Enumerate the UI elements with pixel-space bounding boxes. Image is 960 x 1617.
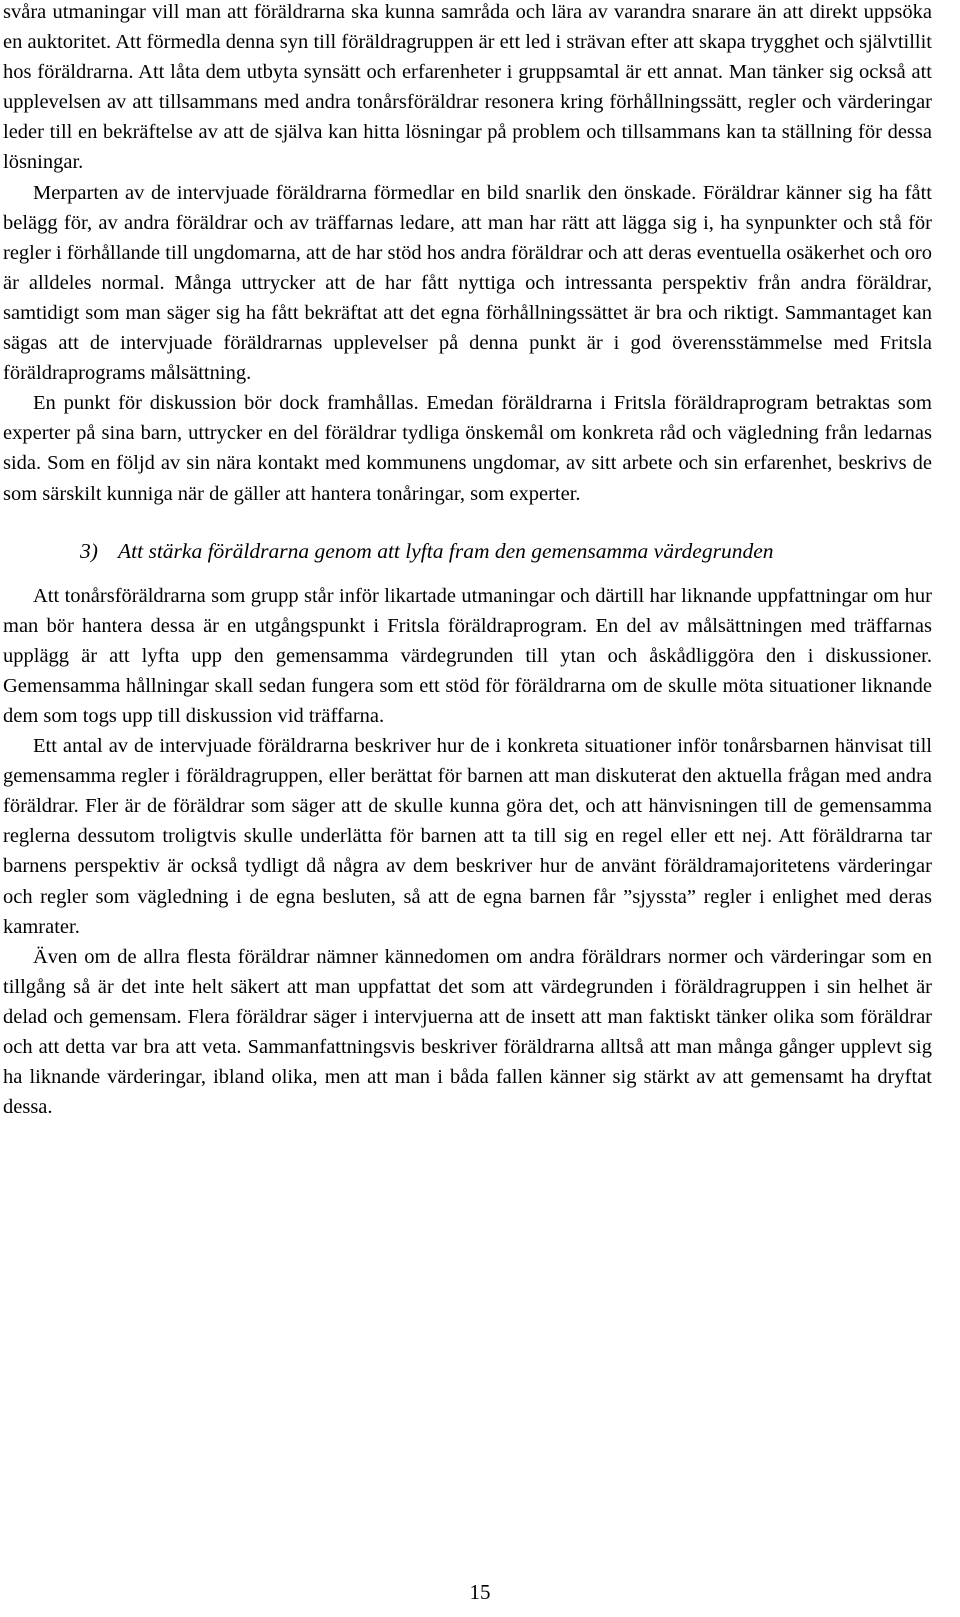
body-paragraph: Att tonårsföräldrarna som grupp står inför likartade utmaningar och därtill har liknande uppfattningar om hur man bör hantera dessa är en utgångspunkt i Fritsla föräldraprogram. En del av målsättningen med träffarnas upplägg är att lyfta upp den gemensamma värdegrunden till ytan och åskådliggöra den i diskussioner. Gemensamma hållningar skall sedan fungera som ett stöd för föräldrarna om de skulle möta situationer liknande dem som togs upp till diskussion vid träffarna. xyxy=(3,584,932,727)
body-paragraph: Även om de allra flesta föräldrar nämner kännedomen om andra föräldrars normer och värderingar som en tillgång så är det inte helt säkert att man uppfattat det som att värdegrunden i föräldragruppen i sin helhet är delad och gemensam. Flera föräldrar säger i intervjuerna att de insett att man faktiskt tänker olika som föräldrar och att detta var bra att veta. Sammanfattningsvis beskriver föräldrarna alltså att man många gånger upplevt sig ha liknande värderingar, ibland olika, men att man i båda fallen känner sig stärkt av att gemensamt ha dryftat dessa. xyxy=(3,945,932,1119)
section-number: 3) xyxy=(80,538,98,563)
section-title: Att stärka föräldrarna genom att lyfta fram den gemensamma värdegrunden xyxy=(118,538,774,563)
body-paragraph: En punkt för diskussion bör dock framhållas. Emedan föräldrarna i Fritsla föräldraprogram betraktas som experter på sina barn, uttrycker en del föräldrar tydliga önskemål om konkreta råd och vägledning från ledarnas sida. Som en följd av sin nära kontakt med kommunens ungdomar, av sitt arbete och sin erfarenhet, beskrivs de som särskilt kunniga när de gäller att hantera tonåringar, som experter. xyxy=(3,392,932,505)
body-paragraph: Ett antal av de intervjuade föräldrarna beskriver hur de i konkreta situationer inför tonårsbarnen hänvisat till gemensamma regler i föräldragruppen, eller berättat för barnen att man diskuterat den aktuella frågan med andra föräldrar. Fler är de föräldrar som säger att de skulle kunna göra det, och att hänvisningen till de gemensamma reglerna dessutom troligtvis skulle underlätta för barnen att ta till sig en regel eller ett nej. Att föräldrarna tar barnens perspektiv är också tydligt då några av dem beskriver hur de använt föräldramajoritetens värderingar och regler som vägledning i de egna besluten, så att de egna barnen får ”sjyssta” regler i enlighet med deras kamrater. xyxy=(3,735,932,938)
body-paragraph: Merparten av de intervjuade föräldrarna förmedlar en bild snarlik den önskade. Föräldrar känner sig ha fått belägg för, av andra föräldrar och av träffarnas ledare, att man har rätt att lägga sig i, ha synpunkter och stå för regler i förhållande till ungdomarna, att de har stöd hos andra föräldrar och att deras eventuella osäkerhet och oro är alldeles normal. Många uttrycker att de har fått nyttiga och intressanta perspektiv från andra föräldrar, samtidigt som man säger sig ha fått bekräftat att det egna förhållningssättet är bra och riktigt. Sammantaget kan sägas att de intervjuade föräldrarnas upplevelser på denna punkt är i god överensstämmelse med Fritsla föräldraprograms målsättning. xyxy=(3,181,932,385)
section-heading xyxy=(3,535,932,567)
body-paragraph: svåra utmaningar vill man att föräldrarna ska kunna samråda och lära av varandra snarare än att direkt uppsöka en auktoritet. Att förmedla denna syn till föräldragruppen är ett led i strävan efter att skapa trygghet och självtillit hos föräldrarna. Att låta dem utbyta synsätt och erfarenheter i gruppsamtal är ett annat. Man tänker sig också att upplevelsen av att tillsammans med andra tonårsföräldrar resonera kring förhållningssätt, regler och värderingar leder till en bekräftelse av att de själva kan hitta lösningar på problem och tillsammans kan ta ställning för dessa lösningar. xyxy=(3,1,932,174)
page-number: 15 xyxy=(469,1580,491,1604)
